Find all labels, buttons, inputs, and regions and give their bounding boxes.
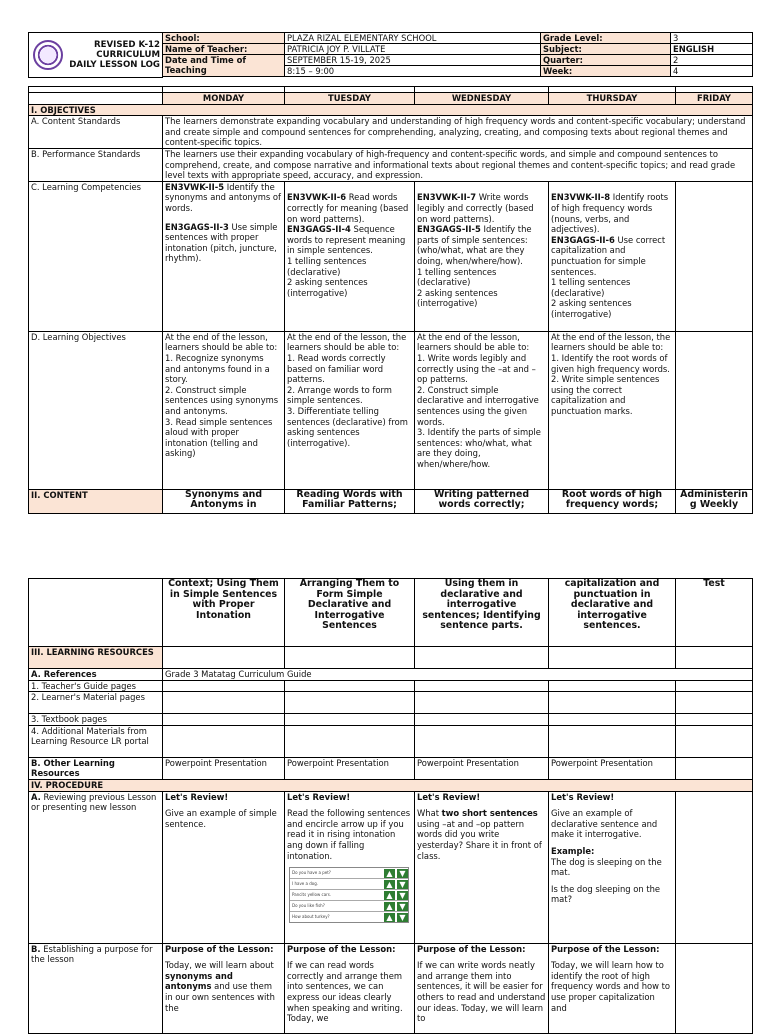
day-monday: MONDAY <box>163 93 285 105</box>
subject-label: Subject: <box>541 44 671 55</box>
content-continued-label <box>29 579 163 647</box>
school-value: PLAZA RIZAL ELEMENTARY SCHOOL <box>285 33 541 44</box>
teachers-guide-label: 1. Teacher's Guide pages <box>29 680 163 692</box>
review-tuesday: Let's Review! Read the following sentences and encircle arrow up if you read it in rising intonation ang down if falling intonation. Do you have a pet? ▲ ▼ I have a dog. ▲ ▼ Pancits yellow cars. ▲ ▼ Do you like fish? ▲ ▼ How about turkey? ▲ ▼ <box>285 791 415 943</box>
references-label: A. References <box>29 669 163 681</box>
day-header-row <box>29 93 753 105</box>
performance-standards-text: The learners use their expanding vocabulary of high-frequency and content-specific words, and simple and compound sentences to comprehend, create, and compose narrative and informational texts about regional themes and content-specific topics; and read grade level texts with appropriate speed, accuracy, and expression. <box>163 148 753 181</box>
week-value: 4 <box>671 66 753 77</box>
procedure-heading: IV. PROCEDURE <box>29 779 753 791</box>
learning-objectives-label: D. Learning Objectives <box>29 331 163 489</box>
competencies-label: C. Learning Competencies <box>29 181 163 331</box>
date-value: SEPTEMBER 15-19, 2025 <box>285 55 541 66</box>
dll-title: REVISED K-12 CURRICULUM DAILY LESSON LOG <box>69 39 160 70</box>
arrow-up-icon[interactable]: ▲ <box>384 869 395 878</box>
header-table <box>28 32 753 78</box>
objective-tuesday: At the end of the lesson, the learners should be able to: 1. Read words correctly based on familiar word patterns. 2. Arrange words to form simple sentences. 3. Differentiate telling sentences (declarative) from asking sentences (interrogative). <box>285 331 415 489</box>
deped-seal-icon <box>33 40 63 70</box>
learners-material-label: 2. Learner's Material pages <box>29 692 163 714</box>
day-tuesday: TUESDAY <box>285 93 415 105</box>
lesson-table-page1 <box>28 86 753 514</box>
arrow-down-icon[interactable]: ▼ <box>397 869 408 878</box>
content-thursday-top: Root words of high frequency words; <box>549 489 676 513</box>
arrow-row: How about turkey? ▲ ▼ <box>290 912 408 922</box>
other-resources-wednesday: Powerpoint Presentation <box>415 757 549 779</box>
arrow-up-icon[interactable]: ▲ <box>384 891 395 900</box>
objective-friday <box>676 331 753 489</box>
quarter-label: Quarter: <box>541 55 671 66</box>
date-label: Date and Time of Teaching <box>163 55 285 77</box>
competency-friday <box>676 181 753 331</box>
competency-thursday: EN3VWK-II-8 Identify roots of high frequency words (nouns, verbs, and adjectives). EN3GAGS-II-6 Use correct capitalization and punctuation for simple sentences. 1 telling sentences (declarative) 2 asking sentences (interrogative) <box>549 181 676 331</box>
arrow-up-icon[interactable]: ▲ <box>384 880 395 889</box>
procedure-b-label: B. Establishing a purpose for the lesson <box>29 943 163 1033</box>
arrow-row: Do you have a pet? ▲ ▼ <box>290 868 408 879</box>
additional-materials-label: 4. Additional Materials from Learning Resource LR portal <box>29 725 163 757</box>
procedure-a-label: A. Reviewing previous Lesson or presenting new lesson <box>29 791 163 943</box>
objective-monday: At the end of the lesson, learners should be able to: 1. Recognize synonyms and antonyms found in a story. 2. Construct simple sentences using synonyms and antonyms. 3. Read simple sentences aloud with proper intonation (telling and asking) <box>163 331 285 489</box>
content-standards-text: The learners demonstrate expanding vocabulary and understanding of high frequency words and content-specific vocabulary; understand and create simple and compound sentences for comprehending, analyzing, creating, and composing texts about regional themes and content-specific topics. <box>163 116 753 149</box>
purpose-wednesday: Purpose of the Lesson: If we can write words neatly and arrange them into sentences, it will be easier for others to read and understand our ideas. Today, we will learn to <box>415 943 549 1033</box>
arrow-row: I have a dog. ▲ ▼ <box>290 879 408 890</box>
references-value: Grade 3 Matatag Curriculum Guide <box>163 669 753 681</box>
competency-wednesday: EN3VWK-II-7 Write words legibly and correctly (based on word patterns). EN3GAGS-II-5 Identify the parts of simple sentences: (who/what, what are they doing, when/where/how). 1 telling sentences (declarative) 2 asking sentences (interrogative) <box>415 181 549 331</box>
review-friday <box>676 791 753 943</box>
textbook-label: 3. Textbook pages <box>29 714 163 726</box>
content-friday-bottom: Test <box>676 579 753 647</box>
competency-tuesday: EN3VWK-II-6 Read words correctly for meaning (based on word patterns). EN3GAGS-II-4 Sequence words to represent meaning in simple sentences. 1 telling sentences (declarative) 2 asking sentences (interrogative) <box>285 181 415 331</box>
day-friday: FRIDAY <box>676 93 753 105</box>
grade-value: 3 <box>671 33 753 44</box>
lesson-table-page2 <box>28 578 753 1034</box>
intonation-arrow-table <box>289 867 409 923</box>
school-label: School: <box>163 33 285 44</box>
performance-standards-label: B. Performance Standards <box>29 148 163 181</box>
content-wednesday-bottom: Using them in declarative and interrogative sentences; Identifying sentence parts. <box>415 579 549 647</box>
purpose-tuesday: Purpose of the Lesson: If we can read words correctly and arrange them into sentences, we can express our ideas clearly when speaking and writing. Today, we <box>285 943 415 1033</box>
arrow-down-icon[interactable]: ▼ <box>397 880 408 889</box>
review-thursday: Let's Review! Give an example of declarative sentence and make it interrogative. Example: The dog is sleeping on the mat. Is the dog sleeping on the mat? <box>549 791 676 943</box>
content-friday-top: Administering Weekly <box>676 489 753 513</box>
content-thursday-bottom: capitalization and punctuation in declarative and interrogative sentences. <box>549 579 676 647</box>
other-resources-monday: Powerpoint Presentation <box>163 757 285 779</box>
arrow-up-icon[interactable]: ▲ <box>384 902 395 911</box>
content-tuesday-bottom: Arranging Them to Form Simple Declarative and Interrogative Sentences <box>285 579 415 647</box>
week-label: Week: <box>541 66 671 77</box>
arrow-row: Pancits yellow cars. ▲ ▼ <box>290 890 408 901</box>
objective-thursday: At the end of the lesson, the learners should be able to: 1. Identify the root words of given high frequency words. 2. Write simple sentences using the correct capitalization and punctuation marks. <box>549 331 676 489</box>
objectives-heading: I. OBJECTIVES <box>29 104 753 116</box>
quarter-value: 2 <box>671 55 753 66</box>
content-wednesday-top: Writing patterned words correctly; <box>415 489 549 513</box>
other-resources-thursday: Powerpoint Presentation <box>549 757 676 779</box>
arrow-down-icon[interactable]: ▼ <box>397 902 408 911</box>
other-resources-tuesday: Powerpoint Presentation <box>285 757 415 779</box>
content-tuesday-top: Reading Words with Familiar Patterns; <box>285 489 415 513</box>
arrow-row: Do you like fish? ▲ ▼ <box>290 901 408 912</box>
review-monday: Let's Review! Give an example of simple sentence. <box>163 791 285 943</box>
arrow-down-icon[interactable]: ▼ <box>397 913 408 922</box>
logo-block <box>29 33 163 78</box>
teacher-label: Name of Teacher: <box>163 44 285 55</box>
time-value: 8:15 – 9:00 <box>285 66 541 77</box>
arrow-down-icon[interactable]: ▼ <box>397 891 408 900</box>
content-standards-label: A. Content Standards <box>29 116 163 149</box>
purpose-thursday: Purpose of the Lesson: Today, we will learn how to identify the root of high frequency words and how to use proper capitalization and <box>549 943 676 1033</box>
content-heading: II. CONTENT <box>29 489 163 513</box>
review-wednesday: Let's Review! What two short sentences using –at and –op pattern words did you write yesterday? Share it in front of class. <box>415 791 549 943</box>
teacher-value: PATRICIA JOY P. VILLATE <box>285 44 541 55</box>
day-wednesday: WEDNESDAY <box>415 93 549 105</box>
other-resources-label: B. Other Learning Resources <box>29 757 163 779</box>
purpose-friday <box>676 943 753 1033</box>
content-monday-bottom: Context; Using Them in Simple Sentences with Proper Intonation <box>163 579 285 647</box>
competency-monday: EN3VWK-II-5 Identify the synonyms and antonyms of words. EN3GAGS-II-3 Use simple sentences with proper intonation (pitch, juncture, rhythm). <box>163 181 285 331</box>
resources-heading: III. LEARNING RESOURCES <box>29 647 163 669</box>
day-thursday: THURSDAY <box>549 93 676 105</box>
content-monday-top: Synonyms and Antonyms in <box>163 489 285 513</box>
subject-value: ENGLISH <box>671 44 753 55</box>
grade-label: Grade Level: <box>541 33 671 44</box>
objective-wednesday: At the end of the lesson, learners should be able to: 1. Write words legibly and correctly using the –at and –op patterns. 2. Construct simple declarative and interrogative sentences using the given words. 3. Identify the parts of simple sentences: who/what, what are they doing, when/where/how. <box>415 331 549 489</box>
arrow-up-icon[interactable]: ▲ <box>384 913 395 922</box>
purpose-monday: Purpose of the Lesson: Today, we will learn about synonyms and antonyms and use them in our own sentences with the <box>163 943 285 1033</box>
